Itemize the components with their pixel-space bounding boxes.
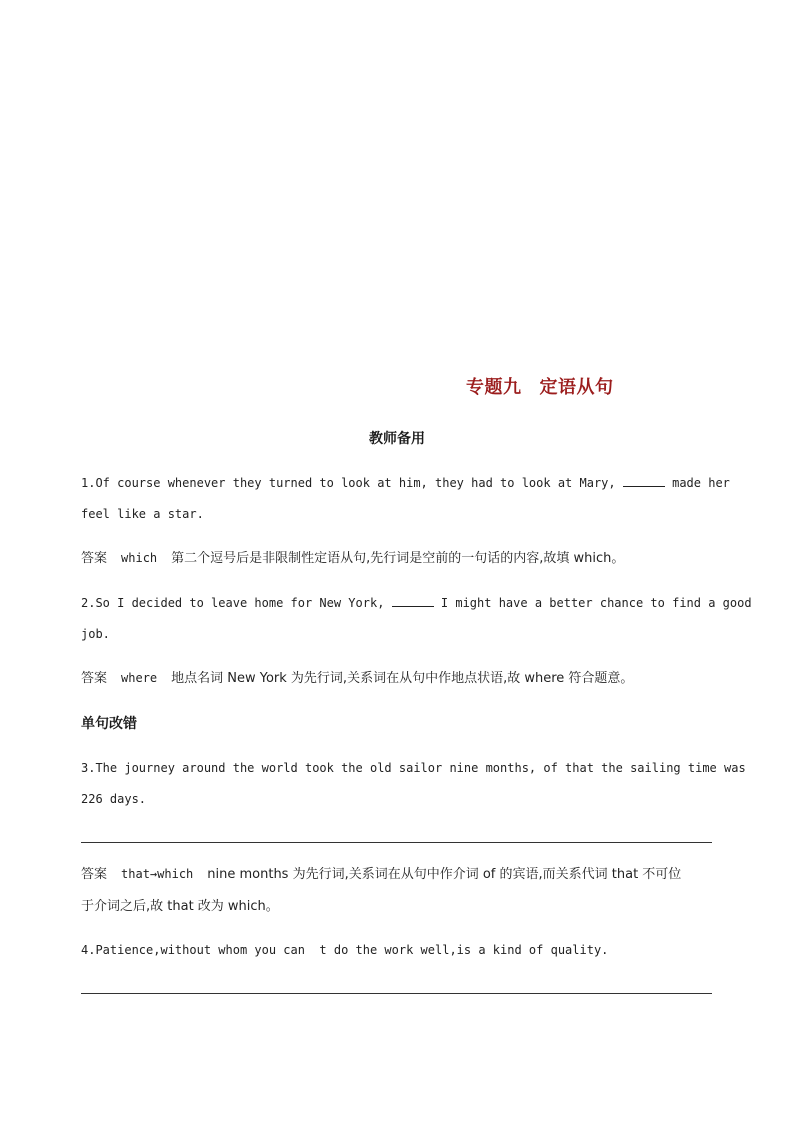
- answer-key: which: [121, 551, 158, 565]
- answer-2: [81, 670, 713, 687]
- answer-write-line: [81, 993, 712, 994]
- section-heading-correction: 单句改错: [81, 716, 137, 732]
- question-2-line-1: [81, 595, 752, 611]
- answer-blank: [623, 475, 665, 487]
- answer-label: 答案: [81, 551, 108, 566]
- answer-write-line: [81, 842, 712, 843]
- answer-label: 答案: [81, 671, 108, 686]
- section-heading-teacher: 教师备用: [369, 431, 425, 447]
- page-title-topic-name: 定语从句: [539, 377, 614, 398]
- page-title-topic-number: 专题九: [466, 377, 522, 398]
- question-1-line-2: feel like a star.: [81, 507, 204, 521]
- answer-explanation: nine months 为先行词,关系词在从句中作介词 of 的宾语,而关系代词 that 不可位: [207, 867, 682, 882]
- answer-explanation-continued: 于介词之后,故 that 改为 which。: [81, 899, 279, 914]
- answer-3-line-2: [81, 898, 713, 915]
- answer-key: that→which: [121, 867, 194, 881]
- question-1-line-1: [81, 475, 730, 491]
- question-3-line-2: 226 days.: [81, 792, 147, 806]
- question-2-text-b: I might have a better chance to find a good: [440, 596, 752, 610]
- question-4-line-1: 4.Patience,without whom you can t do the work well,is a kind of quality.: [81, 943, 609, 957]
- question-1-text-b: made her: [672, 476, 730, 490]
- answer-1: [81, 550, 713, 567]
- page-title: [466, 373, 614, 399]
- question-3-line-1: 3.The journey around the world took the old sailor nine months, of that the sailing time was: [81, 761, 746, 775]
- answer-explanation: 第二个逗号后是非限制性定语从句,先行词是空前的一句话的内容,故填 which。: [171, 551, 625, 566]
- answer-3-line-1: [81, 866, 713, 883]
- question-2-line-2: job.: [81, 627, 110, 641]
- answer-key: where: [121, 671, 158, 685]
- question-1-text-a: 1.Of course whenever they turned to look at him, they had to look at Mary,: [81, 476, 616, 490]
- answer-label: 答案: [81, 867, 108, 882]
- answer-explanation: 地点名词 New York 为先行词,关系词在从句中作地点状语,故 where 符合题意。: [171, 671, 634, 686]
- question-2-text-a: 2.So I decided to leave home for New York,: [81, 596, 385, 610]
- answer-blank: [392, 595, 434, 607]
